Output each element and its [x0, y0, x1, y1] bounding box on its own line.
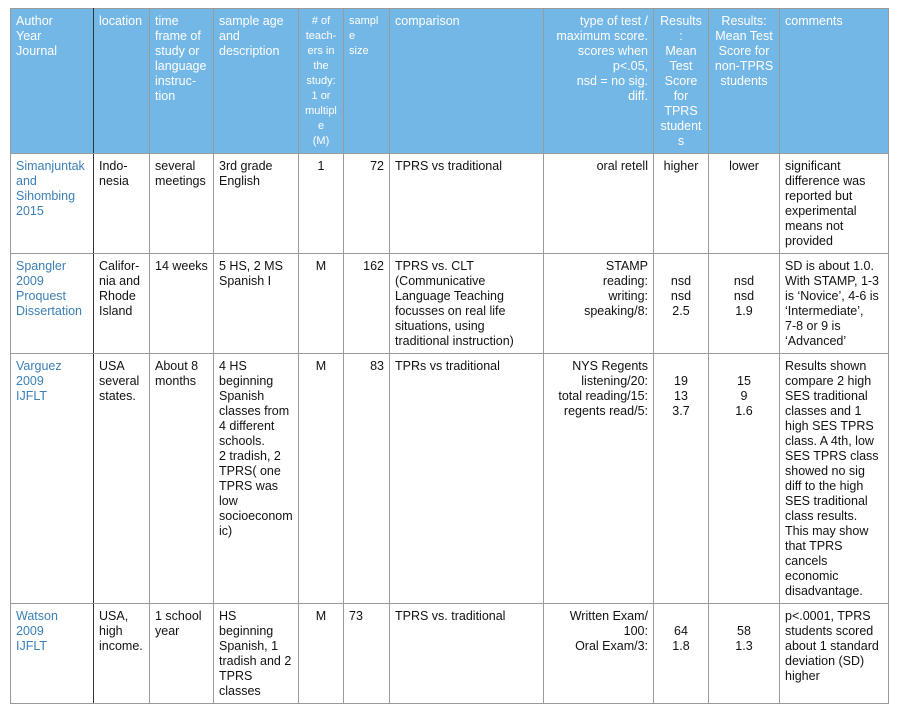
header-test-type: type of test / maximum score. scores when p<.05, nsd = no sig. diff.: [544, 9, 654, 154]
comments-cell: p<.0001, TPRS students scored about 1 standard deviation (SD) higher: [780, 604, 889, 704]
non-tprs-score-values: nsd nsd 1.9: [733, 274, 755, 318]
header-timeframe: time frame of study or language instruc- tion: [150, 9, 214, 154]
test-type-cell: STAMP reading: writing: speaking/8:: [544, 254, 654, 354]
location-cell: Califor- nia and Rhode Island: [94, 254, 150, 354]
tprs-score-cell: [654, 604, 709, 704]
location-cell: USA several states.: [94, 354, 150, 604]
comparison-cell: TPRS vs. CLT (Communicative Language Teaching focusses on real life situations, using traditional instruction): [390, 254, 544, 354]
comparison-cell: TPRS vs. traditional: [390, 604, 544, 704]
studies-table: [10, 8, 889, 704]
comparison-cell: TPRS vs traditional: [390, 154, 544, 254]
timeframe-cell: 14 weeks: [150, 254, 214, 354]
table-row: [11, 254, 889, 354]
header-non-tprs-score: Results: Mean Test Score for non-TPRS students: [709, 9, 780, 154]
sample-age-cell: 4 HS beginning Spanish classes from 4 different schools. 2 tradish, 2 TPRS( one TPRS was low socioeconom ic): [214, 354, 299, 604]
header-teachers: # of teach- ers in the study: 1 or multiple (M): [299, 9, 344, 154]
teachers-cell: M: [299, 604, 344, 704]
sample-size-cell: 72: [344, 154, 390, 254]
tprs-score-cell: [654, 254, 709, 354]
author-cell[interactable]: Watson 2009 IJFLT: [11, 604, 94, 704]
table-row: [11, 604, 889, 704]
non-tprs-score-cell: [709, 354, 780, 604]
table-row: [11, 354, 889, 604]
test-type-cell: oral retell: [544, 154, 654, 254]
header-location: location: [94, 9, 150, 154]
timeframe-cell: 1 school year: [150, 604, 214, 704]
header-row: [11, 9, 889, 154]
tprs-score-values: 64 1.8: [672, 624, 690, 653]
non-tprs-score-values: 58 1.3: [735, 624, 753, 653]
header-author: Author Year Journal: [11, 9, 94, 154]
non-tprs-score-values: 15 9 1.6: [735, 374, 753, 418]
non-tprs-score-cell: lower: [709, 154, 780, 254]
location-cell: Indo- nesia: [94, 154, 150, 254]
tprs-score-cell: [654, 354, 709, 604]
author-cell[interactable]: Simanjuntak and Sihombing 2015: [11, 154, 94, 254]
tprs-score-values: 19 13 3.7: [672, 374, 690, 418]
non-tprs-score-cell: [709, 254, 780, 354]
comments-cell: significant difference was reported but experimental means not provided: [780, 154, 889, 254]
sample-age-cell: 3rd grade English: [214, 154, 299, 254]
author-cell[interactable]: Spangler 2009 Proquest Dissertation: [11, 254, 94, 354]
teachers-cell: M: [299, 354, 344, 604]
header-comparison: comparison: [390, 9, 544, 154]
header-sample-age: sample age and description: [214, 9, 299, 154]
sample-size-cell: 83: [344, 354, 390, 604]
comments-cell: Results shown compare 2 high SES traditional classes and 1 high SES TPRS class. A 4th, low SES TPRS class showed no sig diff to the high SES traditional class results. This may show that TPRS cancels economic disadvantage.: [780, 354, 889, 604]
table-row: [11, 154, 889, 254]
teachers-cell: 1: [299, 154, 344, 254]
sample-age-cell: 5 HS, 2 MS Spanish I: [214, 254, 299, 354]
comparison-cell: TPRs vs traditional: [390, 354, 544, 604]
header-comments: comments: [780, 9, 889, 154]
test-type-cell: Written Exam/ 100: Oral Exam/3:: [544, 604, 654, 704]
non-tprs-score-cell: [709, 604, 780, 704]
comments-cell: SD is about 1.0. With STAMP, 1-3 is ‘Novice’, 4-6 is ‘Intermediate’, 7-8 or 9 is ‘Advanced’: [780, 254, 889, 354]
teachers-cell: M: [299, 254, 344, 354]
author-cell[interactable]: Varguez 2009 IJFLT: [11, 354, 94, 604]
timeframe-cell: several meetings: [150, 154, 214, 254]
test-type-cell: NYS Regents listening/20: total reading/15: regents read/5:: [544, 354, 654, 604]
tprs-score-values: nsd nsd 2.5: [670, 274, 692, 318]
header-tprs-score: Results: Mean Test Score for TPRS student s: [654, 9, 709, 154]
location-cell: USA, high income.: [94, 604, 150, 704]
tprs-score-cell: higher: [654, 154, 709, 254]
sample-size-cell: 73: [344, 604, 390, 704]
sample-size-cell: 162: [344, 254, 390, 354]
header-sample-size: sample size: [344, 9, 390, 154]
sample-age-cell: HS beginning Spanish, 1 tradish and 2 TPRS classes: [214, 604, 299, 704]
timeframe-cell: About 8 months: [150, 354, 214, 604]
